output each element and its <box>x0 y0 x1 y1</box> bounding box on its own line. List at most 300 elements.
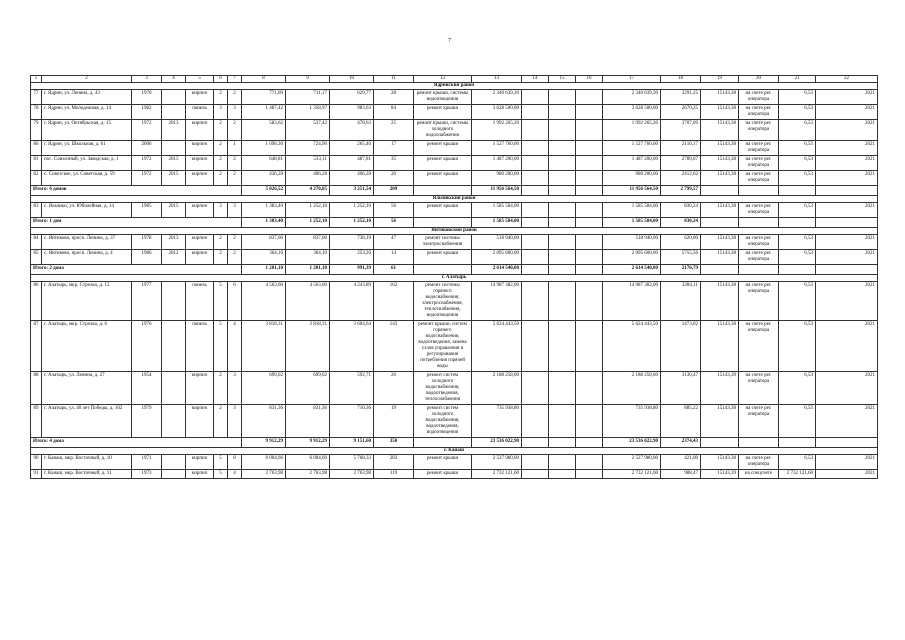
cell-acc: на счете рег. оператора <box>739 250 779 265</box>
cell-cost: 1 527 760,00 <box>472 141 522 156</box>
cell-empty <box>549 203 576 218</box>
cell-c17: 2 188 258,60 <box>603 372 661 405</box>
cell-n: 77 <box>31 90 42 105</box>
total-a10: 991,39 <box>330 265 374 275</box>
cell-empty <box>522 250 549 265</box>
cell-c19: 15143,39 <box>701 372 739 405</box>
cell-c21: 6,53 <box>779 250 816 265</box>
cell-c18: 421,00 <box>661 455 701 470</box>
region-row <box>31 196 878 203</box>
region-row <box>31 275 878 282</box>
total-label: Итого: 1 дом <box>31 218 242 228</box>
cell-acc: на счете рег. оператора <box>739 141 779 156</box>
cell-c17: 2 732 121,60 <box>603 470 661 479</box>
cell-cost: 5 624 443,50 <box>472 321 522 372</box>
cell-c18: 3707,09 <box>661 120 701 141</box>
cell-y2 <box>162 470 186 479</box>
column-number-4: 4 <box>162 76 186 83</box>
table-row <box>31 90 878 105</box>
cell-empty <box>576 455 603 470</box>
cell-addr: г. Алатырь, ул. Ленина, д. 27 <box>42 372 132 405</box>
cell-ent: 4 <box>228 470 242 479</box>
cell-empty <box>816 265 878 275</box>
cell-a10: 265,40 <box>330 141 374 156</box>
cell-a10: 592,71 <box>330 372 374 405</box>
cell-cost: 980 200,00 <box>472 171 522 186</box>
cell-c22: 2021 <box>816 372 878 405</box>
cell-c22: 2021 <box>816 105 878 120</box>
column-number-15: 15 <box>549 76 576 83</box>
cell-year: 1979 <box>132 405 162 438</box>
cell-a10: 478,63 <box>330 120 374 141</box>
cell-mat: кирпич <box>186 405 214 438</box>
cell-c22: 2021 <box>816 405 878 438</box>
cell-a8: 1 383,40 <box>242 203 286 218</box>
cell-empty <box>549 265 576 275</box>
total-c17: 23 536 022,90 <box>603 438 661 448</box>
cell-a8: 831,36 <box>242 405 286 438</box>
total-a9: 1 201,10 <box>286 265 330 275</box>
cell-year: 1973 <box>132 470 162 479</box>
total-a8: 5 026,52 <box>242 186 286 196</box>
cell-addr: с. Яльчики, ул. Юбилейная, д. 14 <box>42 203 132 218</box>
cell-year: 1978 <box>132 235 162 250</box>
cell-res: 56 <box>374 203 414 218</box>
cell-empty <box>701 438 739 448</box>
cell-empty <box>414 218 472 228</box>
cell-addr: г. Алатырь, ул. 40 лет Победы, д. 102 <box>42 405 132 438</box>
cell-acc: на счете рег. оператора <box>739 321 779 372</box>
cell-cost: 2 732 121,60 <box>472 470 522 479</box>
cell-empty <box>816 438 878 448</box>
cell-acc: на счете рег. оператора <box>739 171 779 186</box>
cell-year: 1976 <box>132 321 162 372</box>
column-number-2: 2 <box>42 76 132 83</box>
cell-empty <box>576 372 603 405</box>
cell-y2 <box>162 105 186 120</box>
cell-c18: 988,47 <box>661 470 701 479</box>
cell-c17: 14 987 382,00 <box>603 282 661 321</box>
cell-ent: 2 <box>228 90 242 105</box>
cell-cost: 2 527 980,00 <box>472 455 522 470</box>
cell-work: ремонт крыши <box>414 105 472 120</box>
cell-empty <box>549 455 576 470</box>
cell-fl: 2 <box>214 405 228 438</box>
cell-a8: 436,28 <box>242 171 286 186</box>
cell-work: ремонт крыши, систем горячего водоснабжения, водоотведения, замена узлов управления и регулирования потребления горячей воды <box>414 321 472 372</box>
cell-empty <box>549 186 576 196</box>
total-residents: 209 <box>374 186 414 196</box>
cell-a10: 1 252,10 <box>330 203 374 218</box>
cell-c22: 2021 <box>816 171 878 186</box>
cell-addr: с. Янтиково, просп. Ленина, д. 4 <box>42 250 132 265</box>
cell-work: ремонт систем холодного водоснабжения, водоотведения, теплоснабжения <box>414 372 472 405</box>
cell-c21: 6,53 <box>779 141 816 156</box>
cell-a9: 533,11 <box>286 156 330 171</box>
cell-n: 83 <box>31 203 42 218</box>
cell-cost: 1 487 200,00 <box>472 156 522 171</box>
cell-a9: 2 763,98 <box>286 470 330 479</box>
cell-n: 90 <box>31 455 42 470</box>
cell-a8: 1 487,42 <box>242 105 286 120</box>
cell-mat: кирпич <box>186 120 214 141</box>
cell-res: 162 <box>374 282 414 321</box>
cell-y2 <box>162 90 186 105</box>
cell-work: ремонт крыши, системы водоотведения <box>414 90 472 105</box>
column-number-20: 20 <box>739 76 779 83</box>
cell-empty <box>816 218 878 228</box>
cell-ent: 4 <box>228 321 242 372</box>
cell-c21: 2 732 121,60 <box>779 470 816 479</box>
cell-work: ремонт крыши <box>414 156 472 171</box>
cell-cost: 14 987 382,00 <box>472 282 522 321</box>
cell-mat: кирпич <box>186 90 214 105</box>
cell-cost: 1 992 265,20 <box>472 120 522 141</box>
cell-year: 1985 <box>132 203 162 218</box>
total-a9: 1 252,10 <box>286 218 330 228</box>
cell-empty <box>549 405 576 438</box>
cell-y2: 2013 <box>162 235 186 250</box>
cell-mat: кирпич <box>186 141 214 156</box>
cell-a8: 6 004,66 <box>242 455 286 470</box>
cell-work: ремонт крыши <box>414 141 472 156</box>
cell-fl: 2 <box>214 141 228 156</box>
table-row <box>31 372 878 405</box>
total-c18: 2 799,57 <box>661 186 701 196</box>
region-name: г. Алатырь <box>31 275 878 282</box>
cell-y2: 2015 <box>162 171 186 186</box>
column-number-3: 3 <box>132 76 162 83</box>
cell-empty <box>576 90 603 105</box>
column-number-10: 10 <box>330 76 374 83</box>
cell-empty <box>522 321 549 372</box>
cell-a10: 738,19 <box>330 235 374 250</box>
cell-a10: 4 243,89 <box>330 282 374 321</box>
total-row <box>31 218 878 228</box>
cell-empty <box>522 470 549 479</box>
cell-c21: 6,53 <box>779 372 816 405</box>
cell-empty <box>576 186 603 196</box>
cell-c18: 2789,67 <box>661 156 701 171</box>
cell-a10: 983,63 <box>330 105 374 120</box>
cell-c21: 6,53 <box>779 203 816 218</box>
cell-fl: 5 <box>214 282 228 321</box>
cell-ent: 6 <box>228 282 242 321</box>
region-name: Ядринский район <box>31 83 878 90</box>
table-row <box>31 470 878 479</box>
cell-empty <box>522 105 549 120</box>
cell-empty <box>739 218 779 228</box>
page-number: 7 <box>448 38 451 44</box>
cell-c18: 3291,25 <box>661 90 701 105</box>
cell-empty <box>522 120 549 141</box>
cell-year: 1982 <box>132 105 162 120</box>
column-number-9: 9 <box>286 76 330 83</box>
cell-res: 47 <box>374 235 414 250</box>
cell-mat: кирпич <box>186 250 214 265</box>
cell-acc: на счете рег. оператора <box>739 282 779 321</box>
cell-c19: 15143,39 <box>701 470 739 479</box>
cell-a9: 711,17 <box>286 90 330 105</box>
cell-empty <box>739 438 779 448</box>
cell-addr: г. Ядрин, ул. Молодежная, д. 14 <box>42 105 132 120</box>
cell-a8: 3 818,31 <box>242 321 286 372</box>
cell-mat: кирпич <box>186 171 214 186</box>
cell-ent: 3 <box>228 105 242 120</box>
cell-ent: 2 <box>228 235 242 250</box>
total-cost: 11 956 564,50 <box>472 186 522 196</box>
cell-empty <box>549 141 576 156</box>
cell-empty <box>576 321 603 372</box>
cell-fl: 3 <box>214 203 228 218</box>
cell-ent: 3 <box>228 405 242 438</box>
cell-c18: 620,00 <box>661 235 701 250</box>
cell-addr: пос. Совхозный, ул. Заводская, д. 1 <box>42 156 132 171</box>
cell-a10: 5 768,33 <box>330 455 374 470</box>
cell-c21: 6,53 <box>779 105 816 120</box>
cell-acc: на счете рег. оператора <box>739 455 779 470</box>
cell-c21: 6,53 <box>779 455 816 470</box>
cell-empty <box>549 105 576 120</box>
cell-empty <box>549 438 576 448</box>
column-number-21: 21 <box>779 76 816 83</box>
cell-empty <box>576 105 603 120</box>
cell-cost: 518 940,00 <box>472 235 522 250</box>
cell-empty <box>576 250 603 265</box>
column-number-18: 18 <box>661 76 701 83</box>
cell-empty <box>779 186 816 196</box>
cell-empty <box>576 470 603 479</box>
cell-work: ремонт крыши <box>414 203 472 218</box>
cell-n: 79 <box>31 120 42 141</box>
cell-mat: кирпич <box>186 372 214 405</box>
cell-empty <box>576 405 603 438</box>
total-a9: 4 270,85 <box>286 186 330 196</box>
table-row <box>31 455 878 470</box>
total-cost: 1 585 584,00 <box>472 218 522 228</box>
cell-fl: 2 <box>214 250 228 265</box>
cell-c18: 2110,17 <box>661 141 701 156</box>
region-row <box>31 228 878 235</box>
column-number-8: 8 <box>242 76 286 83</box>
cell-c17: 1 487 200,00 <box>603 156 661 171</box>
cell-fl: 5 <box>214 321 228 372</box>
cell-y2 <box>162 455 186 470</box>
cell-year: 1977 <box>132 282 162 321</box>
cell-a9: 837,00 <box>286 235 330 250</box>
cell-empty <box>576 438 603 448</box>
cell-c17: 518 940,00 <box>603 235 661 250</box>
cell-c22: 2021 <box>816 120 878 141</box>
cell-c21: 6,53 <box>779 282 816 321</box>
cell-c18: 2412,62 <box>661 171 701 186</box>
column-number-14: 14 <box>522 76 549 83</box>
cell-res: 283 <box>374 455 414 470</box>
cell-acc: на счете рег. оператора <box>739 203 779 218</box>
cell-acc: на счете рег. оператора <box>739 90 779 105</box>
cell-c21: 6,53 <box>779 90 816 105</box>
cell-empty <box>522 282 549 321</box>
table-row <box>31 156 878 171</box>
cell-c17: 980 200,00 <box>603 171 661 186</box>
cell-a9: 537,42 <box>286 120 330 141</box>
cell-empty <box>522 90 549 105</box>
cell-res: 25 <box>374 120 414 141</box>
cell-empty <box>779 438 816 448</box>
cell-empty <box>549 372 576 405</box>
cell-c19: 15143,38 <box>701 171 739 186</box>
cell-addr: с. Советское, ул. Советская, д. 59 <box>42 171 132 186</box>
total-row <box>31 438 878 448</box>
cell-y2: 2012 <box>162 250 186 265</box>
cell-work: ремонт крыши <box>414 250 472 265</box>
cell-a8: 583,62 <box>242 120 286 141</box>
cell-fl: 2 <box>214 156 228 171</box>
cell-work: ремонт крыши, системы холодного водоснабжения <box>414 120 472 141</box>
cell-empty <box>576 171 603 186</box>
cell-c17: 3 628 500,00 <box>603 105 661 120</box>
cell-fl: 2 <box>214 372 228 405</box>
cell-c18: 885,22 <box>661 405 701 438</box>
cell-a10: 710,36 <box>330 405 374 438</box>
cell-c19: 15143,38 <box>701 90 739 105</box>
cell-year: 1972 <box>132 171 162 186</box>
cell-addr: г. Ядрин, ул. Октябрьская, д. 15 <box>42 120 132 141</box>
cell-c17: 735 938,80 <box>603 405 661 438</box>
cell-empty <box>414 186 472 196</box>
cell-acc: на счете рег. оператора <box>739 235 779 250</box>
cell-acc: на счете рег. оператора <box>739 120 779 141</box>
column-number-19: 19 <box>701 76 739 83</box>
cell-work: ремонт крыши <box>414 171 472 186</box>
cell-c21: 6,53 <box>779 235 816 250</box>
cell-c19: 15143,38 <box>701 141 739 156</box>
total-label: Итого: 2 дома <box>31 265 242 275</box>
table-row <box>31 120 878 141</box>
cell-empty <box>549 282 576 321</box>
cell-empty <box>522 372 549 405</box>
region-name: Янтиковский район <box>31 228 878 235</box>
cell-empty <box>549 156 576 171</box>
cell-res: 20 <box>374 171 414 186</box>
cell-a9: 1 252,10 <box>286 203 330 218</box>
cell-empty <box>779 218 816 228</box>
cell-empty <box>549 218 576 228</box>
cell-c18: 3130,47 <box>661 372 701 405</box>
cell-cost: 2 188 258,60 <box>472 372 522 405</box>
cell-ent: 2 <box>228 120 242 141</box>
cell-c22: 2021 <box>816 156 878 171</box>
total-c18: 2176,79 <box>661 265 701 275</box>
cell-a10: 253,20 <box>330 250 374 265</box>
cell-y2 <box>162 321 186 372</box>
cell-a9: 3 818,31 <box>286 321 330 372</box>
cell-empty <box>549 171 576 186</box>
cell-addr: г. Ядрин, ул. Школьная, д. 61 <box>42 141 132 156</box>
cell-a9: 724,90 <box>286 141 330 156</box>
cell-addr: г. Канаш, мкр. Восточный, д. 10 <box>42 455 132 470</box>
column-number-13: 13 <box>472 76 522 83</box>
cell-empty <box>522 455 549 470</box>
cell-cost: 735 938,80 <box>472 405 522 438</box>
cell-a10: 487,81 <box>330 156 374 171</box>
cell-mat: кирпич <box>186 203 214 218</box>
cell-c19: 15143,38 <box>701 105 739 120</box>
cell-empty <box>816 186 878 196</box>
cell-addr: с. Янтиково, просп. Ленина, д. 37 <box>42 235 132 250</box>
cell-work: ремонт системы горячего водоснабжения, электроснабжения, теплоснабжения, водоотведения <box>414 282 472 321</box>
cell-y2: 2015 <box>162 156 186 171</box>
cell-c22: 2021 <box>816 141 878 156</box>
cell-res: 14 <box>374 250 414 265</box>
table-row <box>31 141 878 156</box>
cell-work: ремонт систем холодного водоснабжения, водоотведения, водоотведения <box>414 405 472 438</box>
table-row <box>31 171 878 186</box>
cell-fl: 2 <box>214 120 228 141</box>
cell-empty <box>779 265 816 275</box>
cell-c21: 6,53 <box>779 156 816 171</box>
cell-a8: 4 563,60 <box>242 282 286 321</box>
cell-empty <box>576 265 603 275</box>
cell-empty <box>549 120 576 141</box>
cell-year: 1970 <box>132 90 162 105</box>
cell-empty <box>549 235 576 250</box>
cell-fl: 3 <box>214 105 228 120</box>
cell-a8: 699,02 <box>242 372 286 405</box>
cell-n: 81 <box>31 156 42 171</box>
column-number-12: 12 <box>414 76 472 83</box>
cell-mat: кирпич <box>186 470 214 479</box>
cell-empty <box>739 186 779 196</box>
cell-y2 <box>162 141 186 156</box>
table-row <box>31 250 878 265</box>
cell-empty <box>576 282 603 321</box>
region-name: г. Канаш <box>31 448 878 455</box>
cell-n: 82 <box>31 171 42 186</box>
cell-c17: 1 585 584,00 <box>603 203 661 218</box>
header-row <box>31 76 878 83</box>
cell-res: 35 <box>374 156 414 171</box>
cell-ent: 3 <box>228 203 242 218</box>
cell-ent: 8 <box>228 455 242 470</box>
cell-c18: 2670,25 <box>661 105 701 120</box>
cell-c17: 2 340 639,30 <box>603 90 661 105</box>
total-a10: 3 251,54 <box>330 186 374 196</box>
total-residents: 350 <box>374 438 414 448</box>
cell-mat: панель <box>186 282 214 321</box>
cell-mat: кирпич <box>186 156 214 171</box>
cell-work: ремонт крыши <box>414 455 472 470</box>
cell-n: 91 <box>31 470 42 479</box>
column-number-5: 5 <box>186 76 214 83</box>
cell-ent: 2 <box>228 156 242 171</box>
cell-c22: 2021 <box>816 203 878 218</box>
cell-empty <box>576 141 603 156</box>
cell-a9: 364,10 <box>286 250 330 265</box>
cell-c18: 830,24 <box>661 203 701 218</box>
cell-cost: 2 340 639,30 <box>472 90 522 105</box>
cell-empty <box>549 321 576 372</box>
total-a10: 9 151,60 <box>330 438 374 448</box>
column-number-1: 1 <box>31 76 42 83</box>
cell-res: 17 <box>374 141 414 156</box>
cell-empty <box>739 265 779 275</box>
total-row <box>31 265 878 275</box>
cell-empty <box>701 186 739 196</box>
cell-year: 2006 <box>132 141 162 156</box>
cell-c21: 6,53 <box>779 120 816 141</box>
cell-c19: 15143,38 <box>701 405 739 438</box>
